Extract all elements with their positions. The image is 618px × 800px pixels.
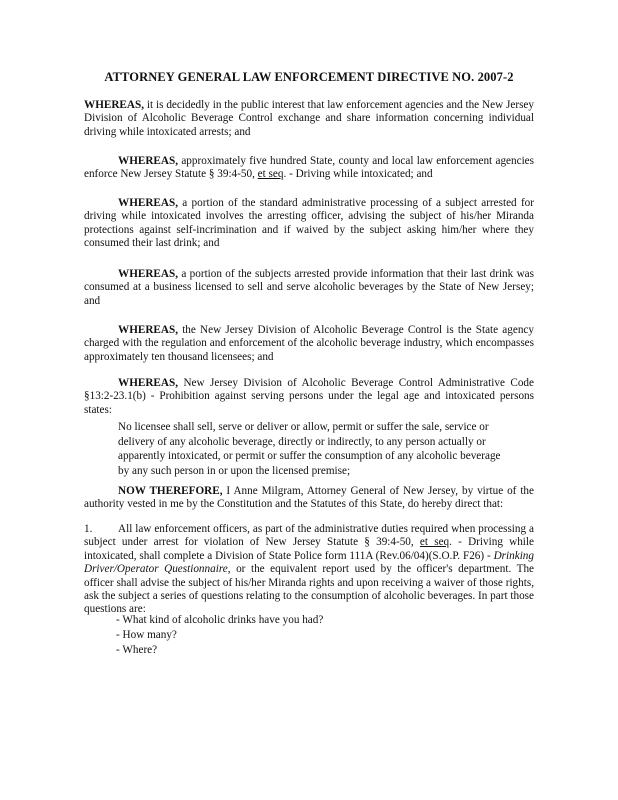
code-quotation: No licensee shall sell, serve or deliver or allow, permit or suffer the sale, service or delivery of any alcoholic beverage, directly or indirectly, to any person actually or apparently intoxicated, or permit or suffer the consumption of any alcoholic beverage by any such person in or upon the licensed premise; (118, 421, 501, 477)
form-title-italic: Drinking Driver/Operator Questionnaire (84, 549, 534, 576)
paragraph-text: a portion of the subjects arrested provide information that their last drink was consumed at a business licensed to sell and serve alcoholic beverages by the State of New Jersey; and (84, 268, 534, 307)
whereas-label: WHEREAS, (118, 268, 178, 280)
document-title: ATTORNEY GENERAL LAW ENFORCEMENT DIRECTIVE NO. 2007-2 (104, 70, 514, 84)
directive-item-1 (84, 523, 534, 617)
whereas-paragraph-5 (84, 324, 534, 364)
now-therefore-paragraph (84, 485, 534, 512)
whereas-label: WHEREAS, (118, 155, 178, 167)
whereas-paragraph-2 (84, 155, 534, 182)
et-seq-underlined: et seq (419, 536, 450, 549)
whereas-label: WHEREAS, (118, 197, 178, 209)
paragraph-text: it is decidedly in the public interest that law enforcement agencies and the New Jersey Division of Alcoholic Beverage Control exchange and share information concerning individual driving while intoxicated arrests; and (84, 99, 534, 138)
question-list (116, 613, 323, 658)
question-item: - What kind of alcoholic drinks have you had? (116, 614, 324, 626)
whereas-label: WHEREAS, (118, 377, 178, 389)
paragraph-text: New Jersey Division of Alcoholic Beverage Control Administrative Code §13:2-23.1(b) - Prohibition against serving persons under the legal age and intoxicated persons states: (84, 377, 534, 416)
paragraph-text: a portion of the standard administrative processing of a subject arrested for driving while intoxicated involves the arresting officer, advising the subject of his/her Miranda protections against self-incrimination and if waived by the subject asking him/her where they consumed their last drink; and (84, 197, 534, 250)
paragraph-text: I Anne Milgram, Attorney General of New Jersey, by virtue of the authority vested in me by the Constitution and the Statutes of this State, do hereby direct that: (84, 485, 534, 511)
et-seq-underlined: et seq (257, 168, 284, 181)
item-text-b: . - Driving while intoxicated, shall complete a Division of State Police form 111A (Rev.06/04)(S.O.P. F26) - (84, 536, 534, 562)
paragraph-text: the New Jersey Division of Alcoholic Beverage Control is the State agency charged with the regulation and enforcement of the alcoholic beverage industry, which encompasses approximately ten thousand licensees; and (84, 324, 534, 363)
now-therefore-label: NOW THEREFORE, (118, 485, 223, 497)
paragraph-text-after: . - Driving while intoxicated; and (283, 168, 433, 181)
whereas-label: WHEREAS, (118, 324, 178, 336)
whereas-paragraph-6 (84, 377, 534, 417)
item-number: 1. (84, 523, 93, 535)
whereas-paragraph-4 (84, 268, 534, 308)
question-item: - Where? (116, 644, 158, 656)
question-item: - How many? (116, 629, 177, 641)
whereas-paragraph-1 (84, 99, 534, 139)
paragraph-text: approximately five hundred State, county and local law enforcement agencies enforce New Jersey Statute § 39:4-50, (84, 155, 534, 181)
whereas-label: WHEREAS, (84, 99, 144, 111)
item-text-c: , or the equivalent report used by the officer's department. The officer shall advise the subject of his/her Miranda rights and upon receiving a waiver of those rights, ask the subject a series of questions relating to the consumption of alcoholic beverages. In part those questions are: (84, 563, 535, 616)
item-text-a: All law enforcement officers, as part of the administrative duties required when processing a subject under arrest for violation of New Jersey Statute § 39:4-50, (84, 523, 534, 549)
whereas-paragraph-3 (84, 197, 534, 251)
